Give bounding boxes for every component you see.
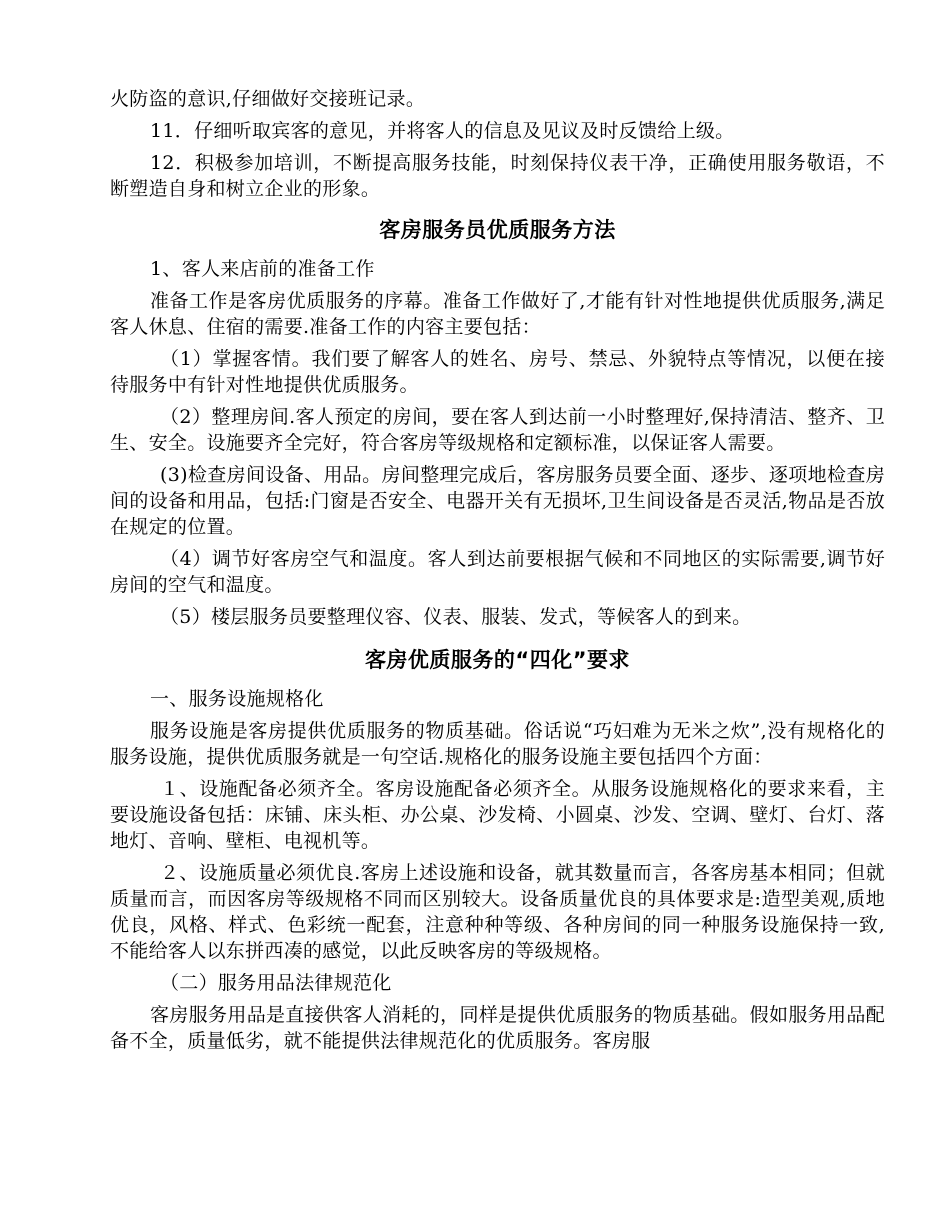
list-item-12: 12．积极参加培训，不断提高服务技能，时刻保持仪表干净，正确使用服务敬语，不断塑造自身和树立企业的形象。 [110,152,885,200]
list-item-prep-5: （5）楼层服务员要整理仪容、仪表、服装、发式，等候客人的到来。 [160,606,752,628]
list-item-prep-1: （1）掌握客情。我们要了解客人的姓名、房号、禁忌、外貌特点等情况，以便在接待服务中有针对性地提供优质服务。 [110,348,885,396]
subsection-heading-facilities: 一、服务设施规格化 [150,688,324,710]
paragraph-facilities-intro: 服务设施是客房提供优质服务的物质基础。俗话说“巧妇难为无米之炊”,没有规格化的服务设施，提供优质服务就是一句空话.规格化的服务设施主要包括四个方面： [110,720,885,768]
list-item-prep-4: （4）调节好客房空气和温度。客人到达前要根据气候和不同地区的实际需要,调节好房间的空气和温度。 [110,548,885,596]
document-page [110,86,885,1054]
section-title-four-requirements: 客房优质服务的“四化”要求 [364,648,631,672]
list-item-facilities-2: ２、设施质量必须优良.客房上述设施和设备，就其数量而言，各客房基本相同；但就质量而言，而因客房等级规格不同而区别较大。设备质量优良的具体要求是:造型美观,质地优良，风格、样式、色彩统一配套，注意种种等级、各种房间的同一种服务设施保持一致,不能给客人以东拼西凑的感觉，以此反映客房的等级规格。 [110,862,885,962]
list-item-prep-2: （2）整理房间.客人预定的房间，要在客人到达前一小时整理好,保持清洁、整齐、卫生、安全。设施要齐全完好，符合客房等级规格和定额标准，以保证客人需要。 [110,406,885,454]
list-item-prep-3: (3)检查房间设备、用品。房间整理完成后，客房服务员要全面、逐步、逐项地检查房间的设备和用品，包括:门窗是否安全、电器开关有无损坏,卫生间设备是否灵活,物品是否放在规定的位置。 [110,464,885,538]
paragraph-continuation: 火防盗的意识,仔细做好交接班记录。 [110,88,426,110]
list-item-facilities-1: １、设施配备必须齐全。客房设施配备必须齐全。从服务设施规格化的要求来看，主要设施设备包括：床铺、床头柜、办公桌、沙发椅、小圆桌、沙发、空调、壁灯、台灯、落地灯、音响、壁柜、电视机等。 [110,778,885,852]
subsection-heading-supplies: （二）服务用品法律规范化 [160,972,392,994]
paragraph-supplies-intro: 客房服务用品是直接供客人消耗的，同样是提供优质服务的物质基础。假如服务用品配备不全，质量低劣，就不能提供法律规范化的优质服务。客房服 [110,1004,885,1052]
subsection-heading-preparation: 1、客人来店前的准备工作 [150,258,375,280]
list-item-11: 11．仔细听取宾客的意见，并将客人的信息及见议及时反馈给上级。 [150,120,735,142]
section-title-service-methods: 客房服务员优质服务方法 [379,218,616,242]
paragraph-preparation-intro: 准备工作是客房优质服务的序幕。准备工作做好了,才能有针对性地提供优质服务,满足客人休息、住宿的需要.准备工作的内容主要包括： [110,290,885,338]
